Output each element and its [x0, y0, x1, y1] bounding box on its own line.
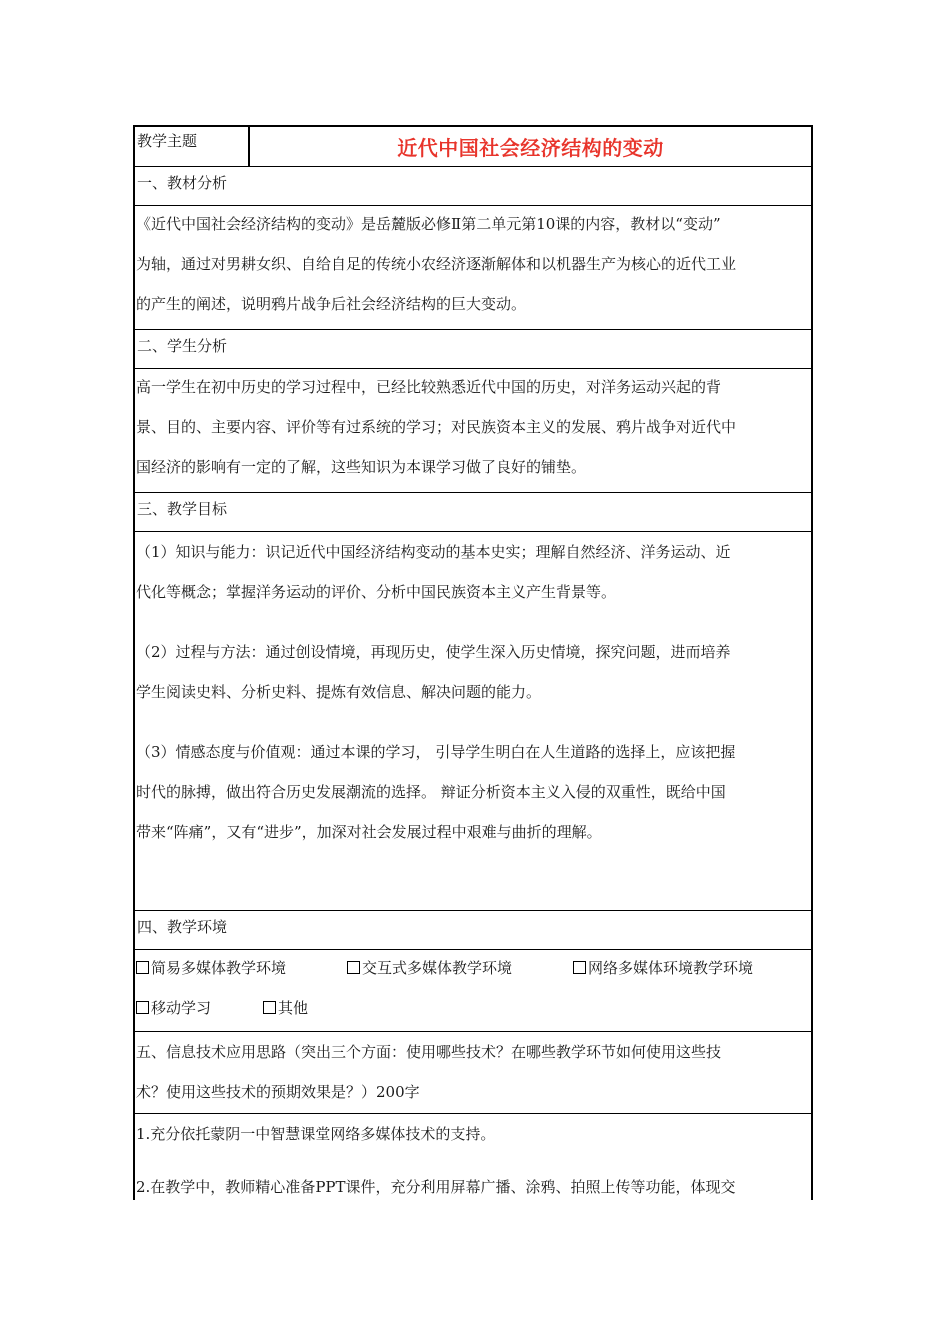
goal-line: （3）情感态度与价值观：通过本课的学习， 引导学生明白在人生道路的选择上，应该把握 — [136, 743, 736, 761]
section-3-heading-row — [135, 493, 811, 532]
section-5-item: 1.充分依托蒙阴一中智慧课堂网络多媒体技术的支持。 — [136, 1125, 496, 1143]
section-3-body-row — [135, 532, 811, 911]
checkbox-icon[interactable] — [347, 961, 360, 974]
checkbox-icon[interactable] — [136, 1001, 149, 1014]
goal-3 — [136, 732, 807, 852]
checkbox-icon[interactable] — [573, 961, 586, 974]
section-5-text — [136, 1111, 807, 1197]
goal-line: 代化等概念；掌握洋务运动的评价、分析中国民族资本主义产生背景等。 — [136, 583, 617, 601]
option-label: 简易多媒体教学环境 — [151, 959, 287, 977]
option-other[interactable] — [263, 998, 308, 1018]
section-5-heading-row — [135, 1032, 811, 1114]
goal-line: 时代的脉搏，做出符合历史发展潮流的选择。 辩证分析资本主义入侵的双重性，既给中国 — [136, 783, 726, 801]
goal-2 — [136, 632, 807, 712]
section-2-heading: 二、学生分析 — [137, 337, 228, 355]
section-2-text — [136, 367, 807, 487]
option-label: 网络多媒体环境教学环境 — [588, 959, 754, 977]
section-1-heading-row — [135, 167, 811, 206]
section-1-heading: 一、教材分析 — [137, 174, 228, 192]
section-2-line: 国经济的影响有一定的了解，这些知识为本课学习做了良好的铺垫。 — [136, 458, 587, 476]
option-label: 移动学习 — [151, 999, 212, 1017]
title-row — [135, 127, 811, 167]
section-3-heading: 三、教学目标 — [137, 500, 228, 518]
section-2-body-row — [135, 369, 811, 493]
goal-line: 学生阅读史料、分析史料、提炼有效信息、解决问题的能力。 — [136, 683, 542, 701]
option-label: 其他 — [278, 999, 309, 1017]
goal-1 — [136, 532, 807, 612]
section-4-options-row — [135, 950, 811, 1032]
checkbox-icon[interactable] — [136, 961, 149, 974]
option-mobile-learning[interactable] — [136, 998, 211, 1018]
section-1-line: 为轴，通过对男耕女织、自给自足的传统小农经济逐渐解体和以机器生产为核心的近代工业 — [136, 255, 737, 273]
option-interactive-multimedia[interactable] — [347, 958, 512, 978]
section-5-heading-line: 术？使用这些技术的预期效果是？）200字 — [136, 1083, 420, 1101]
goal-line: （1）知识与能力：识记近代中国经济结构变动的基本史实；理解自然经济、洋务运动、近 — [136, 543, 731, 561]
section-2-heading-row — [135, 330, 811, 369]
option-label: 交互式多媒体教学环境 — [362, 959, 513, 977]
section-4-heading: 四、教学环境 — [137, 918, 228, 936]
option-simple-multimedia[interactable] — [136, 958, 286, 978]
option-network-multimedia[interactable] — [573, 958, 753, 978]
section-1-line: 的产生的阐述，说明鸦片战争后社会经济结构的巨大变动。 — [136, 295, 527, 313]
goal-line: （2）过程与方法：通过创设情境，再现历史，使学生深入历史情境，探究问题，进而培养 — [136, 643, 731, 661]
section-1-body-row — [135, 206, 811, 330]
section-2-line: 高一学生在初中历史的学习过程中，已经比较熟悉近代中国的历史，对洋务运动兴起的背 — [136, 378, 722, 396]
section-4-heading-row — [135, 911, 811, 950]
subject-label: 教学主题 — [137, 132, 198, 150]
checkbox-icon[interactable] — [263, 1001, 276, 1014]
section-1-line: 《近代中国社会经济结构的变动》是岳麓版必修Ⅱ第二单元第10课的内容，教材以“变动” — [136, 215, 721, 233]
section-5-item: 2.在教学中，教师精心准备PPT课件，充分利用屏幕广播、涂鸦、拍照上传等功能，体现交 — [136, 1178, 736, 1196]
section-5-body-row — [135, 1114, 811, 1202]
goal-line: 带来“阵痛”，又有“进步”，加深对社会发展过程中艰难与曲折的理解。 — [136, 823, 602, 841]
lesson-plan-table — [133, 125, 813, 1200]
title-cell — [248, 127, 811, 166]
section-1-text — [136, 204, 807, 324]
page-title: 近代中国社会经济结构的变动 — [397, 136, 664, 160]
section-5-heading-line: 五、信息技术应用思路（突出三个方面：使用哪些技术？在哪些教学环节如何使用这些技 — [136, 1043, 722, 1061]
section-5-heading — [136, 1032, 807, 1112]
section-2-line: 景、目的、主要内容、评价等有过系统的学习；对民族资本主义的发展、鸦片战争对近代中 — [136, 418, 737, 436]
